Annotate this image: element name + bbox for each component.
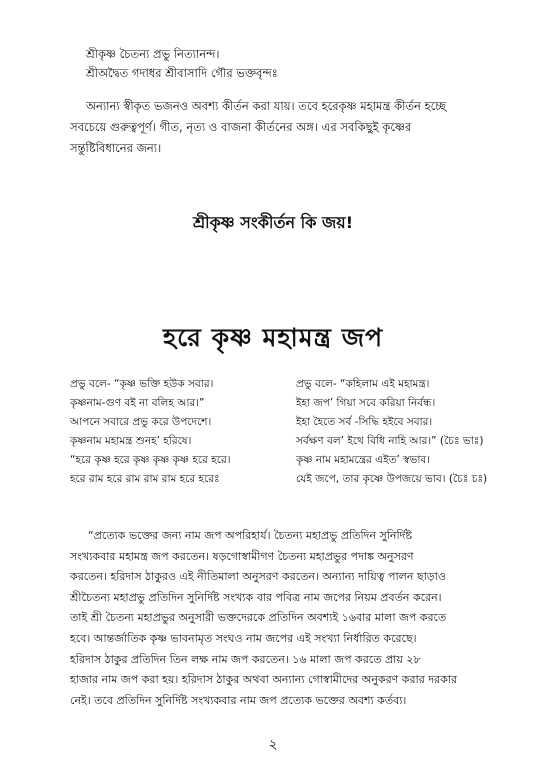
section-heading: হরে কৃষ্ণ মহামন্ত্র জপ bbox=[162, 323, 384, 352]
poem-line: “হরে কৃষ্ণ হরে কৃষ্ণ কৃষ্ণ কৃষ্ণ হরে হরে। bbox=[70, 454, 231, 466]
body-line: নেই। তবে প্রতিদিন সুনির্দিষ্ট সংখ্যকবার নাম জপ প্রত্যেক ভক্তের অবশ্য কর্তব্য। bbox=[70, 693, 407, 707]
body-line: হরিদাস ঠাকুর প্রতিদিন তিন লক্ষ নাম জপ করতেন। ১৬ মালা জপ করতে প্রায় ২৮ bbox=[70, 652, 421, 666]
body-line: শ্রীচৈতন্য মহাপ্রভু প্রতিদিন সুনির্দিষ্ট সংখ্যক বার পবিত্র নাম জপের নিয়ম প্রবর্তন করেন। bbox=[70, 590, 442, 604]
poem-line: হরে রাম হরে রাম রাম রাম হরে হরেঃ bbox=[70, 473, 220, 485]
intro-paragraph-line-1: অন্যান্য স্বীকৃত ভজনও অবশ্য কীর্তন করা যায়। তবে হরেকৃষ্ণ মহামন্ত্র কীর্তন হচ্ছে bbox=[86, 99, 447, 113]
body-line: “প্রত্যেক ভক্তের জন্য নাম জপ অপরিহার্য। চৈতন্য মহাপ্রভু প্রতিদিন সুনির্দিষ্ট bbox=[88, 529, 412, 542]
body-paragraph bbox=[70, 526, 480, 711]
body-line: তাই শ্রী চৈতন্য মহাপ্রভুর অনুসারী ভক্তদেরকে প্রতিদিন অবশ্যই ১৬বার মালা জপ করতে bbox=[70, 611, 447, 625]
intro-verse-line-1: শ্রীকৃষ্ণ চৈতন্য প্রভু নিত্যানন্দ। bbox=[86, 47, 220, 61]
poem-line: প্রভু বলে- “কৃষ্ণ ভক্তি হউক সবার। bbox=[70, 378, 214, 390]
poem-left-column bbox=[70, 375, 230, 489]
poem-line: প্রভু বলে- “কহিলাম এই মহামন্ত্র। bbox=[296, 378, 430, 390]
poem-line: কৃষ্ণনাম-গুণ বই না বলিহ আর।” bbox=[70, 397, 205, 409]
poem-line: কৃষ্ণ নাম মহামন্ত্রের এইত’ স্বভাব। bbox=[296, 454, 430, 466]
poem-line: আপনে সবারে প্রভু করে উপদেশে। bbox=[70, 416, 212, 428]
body-line: সংখ্যকবার মহামন্ত্র জপ করতেন। ষড়গোস্বামীগণ চৈতন্য মহাপ্রভুর পদাঙ্ক অনুসরণ bbox=[70, 549, 414, 563]
body-line: করতেন। হরিদাস ঠাকুরও এই নীতিমালা অনুসরণ করতেন। অন্যান্য দায়িত্ব পালন ছাড়াও bbox=[70, 570, 446, 584]
poem-line: কৃষ্ণনাম মহামন্ত্র শুনহ’ হরিষে। bbox=[70, 435, 192, 447]
body-line: হাজার নাম জপ করা হয়। হরিদাস ঠাকুর অথবা অন্যান্য গোস্বামীদের অনুকরণ করার দরকার bbox=[70, 673, 458, 687]
body-line: হবে। আন্তর্জাতিক কৃষ্ণ ভাবনামৃত সংঘও নাম জপের এই সংখ্যা নির্ধারিত করেছে। bbox=[70, 631, 417, 645]
intro-verse-line-2: শ্রীঅদ্বৈত গদাধর শ্রীবাসাদি গৌর ভক্তবৃন্দঃ bbox=[86, 66, 278, 80]
page-number: ২ bbox=[268, 737, 278, 753]
sankirtan-chant: শ্রীকৃষ্ণ সংকীর্তন কি জয়! bbox=[192, 213, 354, 232]
poem-line: ইহা জপ’ গিয়া সবে করিয়া নির্বন্ধ। bbox=[296, 397, 436, 409]
poem-line: ইহা হৈতে সর্ব -সিদ্ধি হইবে সবার। bbox=[296, 416, 433, 428]
intro-paragraph-line-2: সবচেয়ে গুরুত্বপূর্ণ। গীত, নৃত্য ও বাজনা কীর্তনের অঙ্গ। এর সবকিছুই কৃষ্ণের bbox=[70, 120, 412, 134]
poem-right-column bbox=[296, 375, 487, 489]
poem-line: সর্বক্ষণ বল’ ইথে বিধি নাহি আর।” (চৈঃ ভাঃ) bbox=[296, 435, 484, 447]
poem-line: যেই জপে, তার কৃষ্ণে উপজয়ে ভাব। (চৈঃ চঃ) bbox=[296, 473, 488, 485]
intro-paragraph-line-3: সন্তুষ্টিবিধানের জন্য। bbox=[70, 141, 162, 155]
